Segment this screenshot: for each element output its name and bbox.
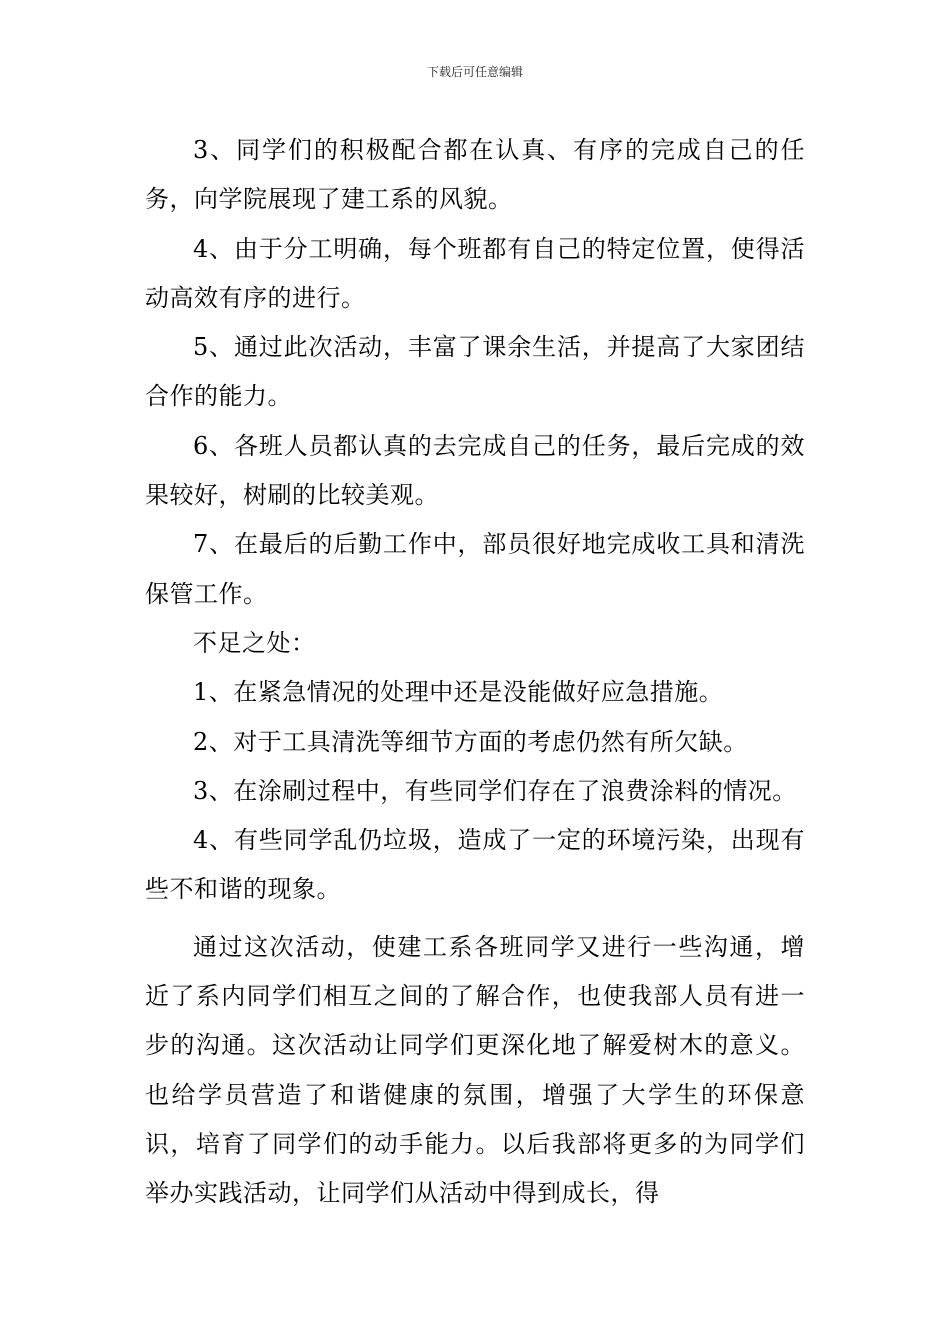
paragraph-item-7: 7、在最后的后勤工作中，部员很好地完成收工具和清洗保管工作。	[145, 530, 805, 608]
document-body	[145, 126, 805, 1219]
summary-paragraph: 通过这次活动，使建工系各班同学又进行一些沟通，增近了系内同学们相互之间的了解合作，也使我部人员有进一步的沟通。这次活动让同学们更深化地了解爱树木的意义。也给学员营造了和谐健康的氛围，增强了大学生的环保意识，培育了同学们的动手能力。以后我部将更多的为同学们举办实践活动，让同学们从活动中得到成长，得	[145, 932, 805, 1208]
paragraph-item-6: 6、各班人员都认真的去完成自己的任务，最后完成的效果较好，树刷的比较美观。	[145, 431, 805, 510]
shortcoming-item-1: 1、在紧急情况的处理中还是没能做好应急措施。	[193, 678, 724, 707]
page-header: 下载后可任意编辑	[426, 65, 523, 79]
paragraph-item-5: 5、通过此次活动，丰富了课余生活，并提高了大家团结合作的能力。	[145, 333, 805, 411]
shortcoming-item-2: 2、对于工具清洗等细节方面的考虑仍然有所欠缺。	[193, 727, 748, 756]
shortcoming-item-3: 3、在涂刷过程中，有些同学们存在了浪费涂料的情况。	[193, 776, 797, 805]
shortcomings-heading: 不足之处：	[193, 628, 316, 657]
paragraph-item-3: 3、同学们的积极配合都在认真、有序的完成自己的任务，向学院展现了建工系的风貌。	[145, 136, 805, 214]
shortcoming-item-4: 4、有些同学乱仍垃圾，造成了一定的环境污染，出现有些不和谐的现象。	[145, 826, 805, 904]
paragraph-item-4: 4、由于分工明确，每个班都有自己的特定位置，使得活动高效有序的进行。	[145, 234, 805, 312]
